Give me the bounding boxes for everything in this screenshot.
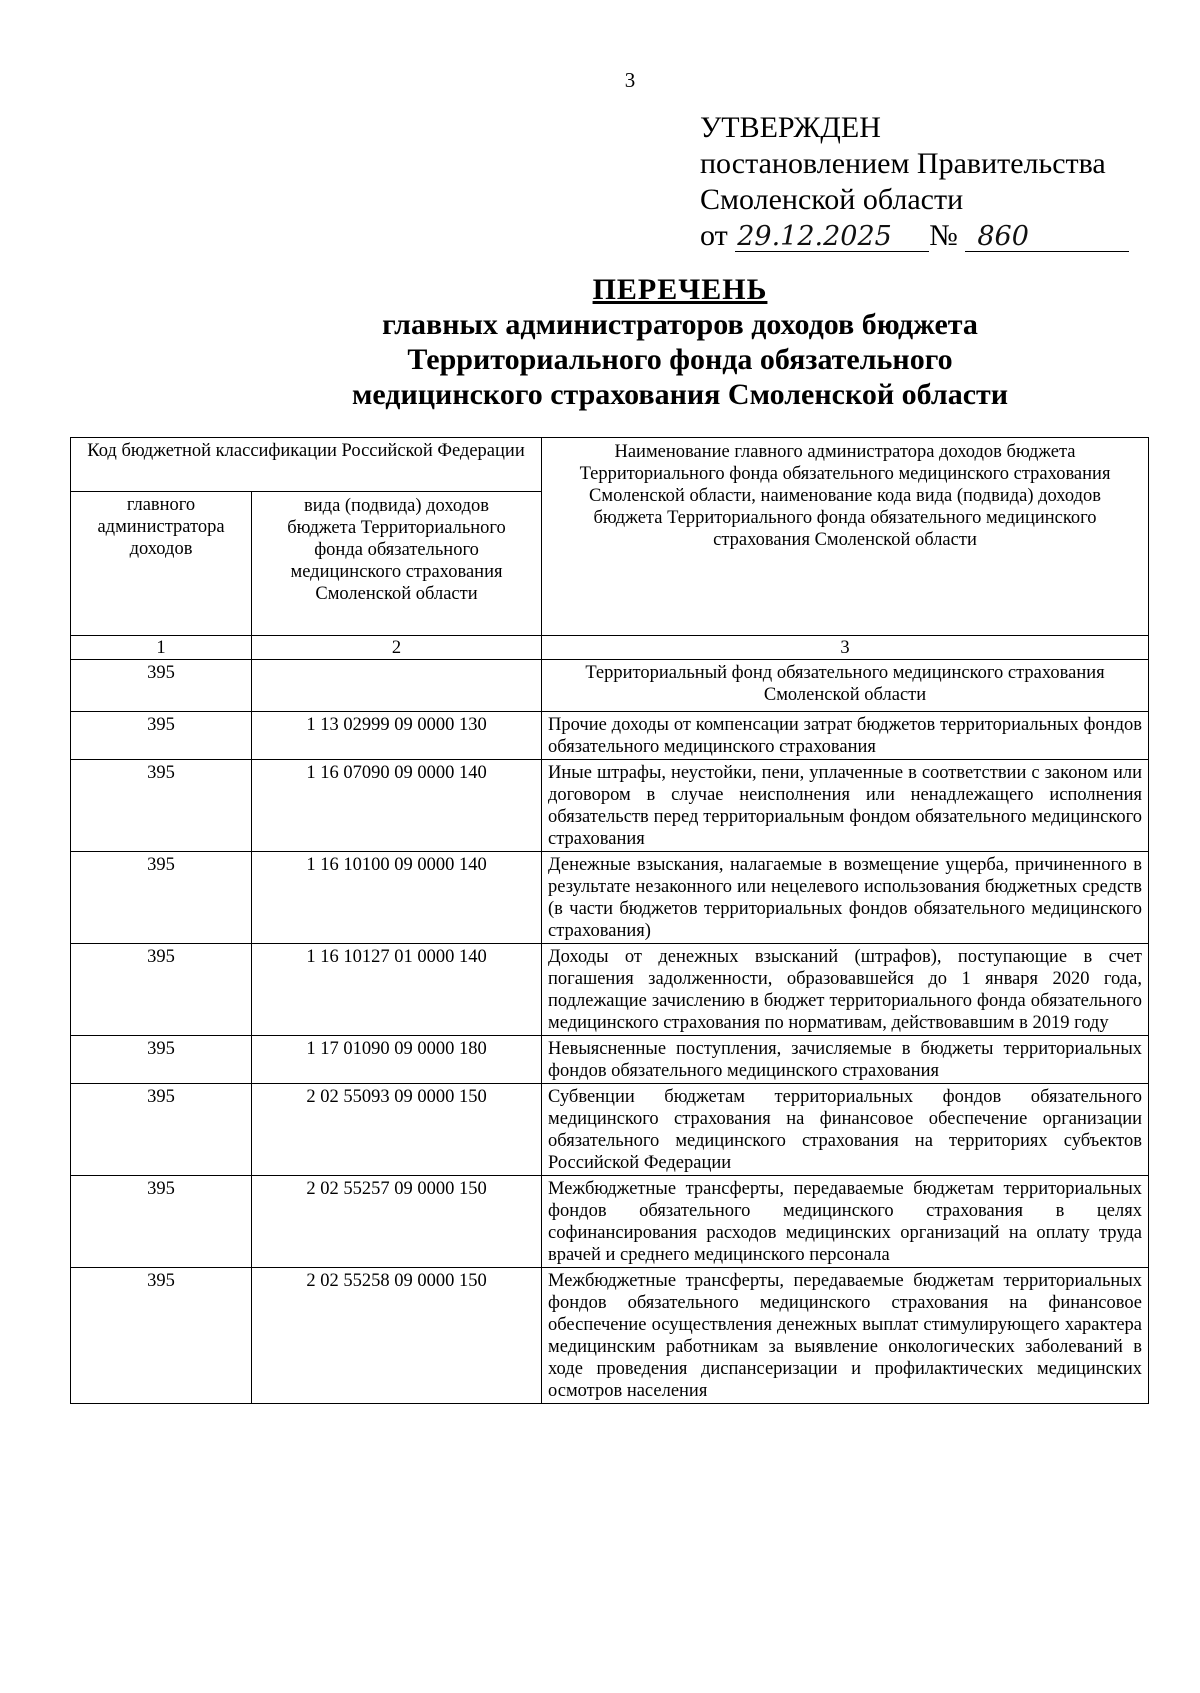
- income-name-cell: Доходы от денежных взысканий (штрафов), поступающие в счет погашения задолженности, образовавшейся до 1 января 2020 года, подлежащие зачислению в бюджет территориального фонда обязательного медицинского страхования по нормативам, действовавшим в 2019 году: [542, 944, 1149, 1036]
- title-line-2: главных администраторов доходов бюджета: [382, 308, 978, 341]
- column-number: 2: [252, 636, 542, 660]
- approval-number-field: [965, 222, 1129, 252]
- admin-code-cell: 395: [71, 712, 252, 760]
- administrators-table: [70, 437, 1149, 1404]
- admin-code-cell: 395: [71, 760, 252, 852]
- income-code-cell: 1 17 01090 09 0000 180: [252, 1036, 542, 1084]
- approval-stamp: [700, 110, 1129, 254]
- income-code-cell: 1 16 10100 09 0000 140: [252, 852, 542, 944]
- from-label: от: [700, 219, 728, 252]
- income-code-cell: 1 13 02999 09 0000 130: [252, 712, 542, 760]
- table-row: [71, 660, 1149, 712]
- table-row: [71, 1036, 1149, 1084]
- handwritten-number: 860: [977, 221, 1029, 252]
- admin-code-cell: 395: [71, 1268, 252, 1404]
- table-row: [71, 1176, 1149, 1268]
- table-row: [71, 712, 1149, 760]
- table-row: [71, 944, 1149, 1036]
- handwritten-date: 29.12.2025: [737, 221, 892, 252]
- table-row: [71, 1084, 1149, 1176]
- admin-code-cell: 395: [71, 660, 252, 712]
- income-name-cell: Межбюджетные трансферты, передаваемые бюджетам территориальных фондов обязательного медицинского страхования на финансовое обеспечение осуществления денежных выплат стимулирующего характера медицинским работникам за выявление онкологических заболеваний в ходе проведения диспансеризации и профилактических медицинских осмотров населения: [542, 1268, 1149, 1404]
- column-number-row: [71, 636, 1149, 660]
- income-code-cell: [252, 660, 542, 712]
- table-header-row: [71, 438, 1149, 492]
- approval-heading: УТВЕРЖДЕН: [700, 111, 881, 144]
- title-line-4: медицинского страхования Смоленской области: [351, 378, 1009, 411]
- income-name-cell: Межбюджетные трансферты, передаваемые бюджетам территориальных фондов обязательного медицинского страхования в целях софинансирования расходов медицинских организаций на оплату труда врачей и среднего медицинского персонала: [542, 1176, 1149, 1268]
- document-title: [260, 272, 1100, 412]
- income-name-cell: Субвенции бюджетам территориальных фондов обязательного медицинского страхования на финансовое обеспечение организации обязательного медицинского страхования на территориях субъектов Российской Федерации: [542, 1084, 1149, 1176]
- admin-code-cell: 395: [71, 1084, 252, 1176]
- income-code-cell: 2 02 55093 09 0000 150: [252, 1084, 542, 1176]
- admin-code-cell: 395: [71, 852, 252, 944]
- title-heading: ПЕРЕЧЕНЬ: [592, 273, 768, 306]
- income-code-cell: 2 02 55257 09 0000 150: [252, 1176, 542, 1268]
- income-name-cell: Невыясненные поступления, зачисляемые в бюджеты территориальных фондов обязательного медицинского страхования: [542, 1036, 1149, 1084]
- title-line-3: Территориального фонда обязательного: [407, 343, 953, 376]
- income-name-cell: Территориальный фонд обязательного медицинского страхования Смоленской области: [542, 660, 1149, 712]
- page-number: 3: [624, 68, 636, 92]
- admin-code-cell: 395: [71, 1176, 252, 1268]
- header-name-column: Наименование главного администратора доходов бюджета Территориального фонда обязательного медицинского страхования Смоленской области, наименование кода вида (подвида) доходов бюджета Территориального фонда обязательного медицинского страхования Смоленской области: [542, 438, 1149, 636]
- income-name-cell: Иные штрафы, неустойки, пени, уплаченные в соответствии с законом или договором в случае неисполнения или ненадлежащего исполнения обязательств перед территориальным фондом обязательного медицинского страхования: [542, 760, 1149, 852]
- approval-decree: постановлением Правительства: [700, 147, 1106, 180]
- table-row: [71, 760, 1149, 852]
- column-number: 1: [71, 636, 252, 660]
- column-number: 3: [542, 636, 1149, 660]
- header-code-column: вида (подвида) доходов бюджета Территориального фонда обязательного медицинского страхования Смоленской области: [252, 492, 542, 636]
- number-label: №: [929, 219, 958, 252]
- income-code-cell: 1 16 10127 01 0000 140: [252, 944, 542, 1036]
- income-name-cell: Прочие доходы от компенсации затрат бюджетов территориальных фондов обязательного медицинского страхования: [542, 712, 1149, 760]
- approval-date-field: [735, 222, 929, 252]
- table-row: [71, 1268, 1149, 1404]
- admin-code-cell: 395: [71, 1036, 252, 1084]
- admin-code-cell: 395: [71, 944, 252, 1036]
- header-admin-column: главного администратора доходов: [71, 492, 252, 636]
- income-code-cell: 1 16 07090 09 0000 140: [252, 760, 542, 852]
- approval-date-number: [700, 218, 1129, 254]
- income-name-cell: Денежные взыскания, налагаемые в возмещение ущерба, причиненного в результате незаконного или нецелевого использования бюджетных средств (в части бюджетов территориальных фондов обязательного медицинского страхования): [542, 852, 1149, 944]
- income-code-cell: 2 02 55258 09 0000 150: [252, 1268, 542, 1404]
- approval-region: Смоленской области: [700, 183, 964, 216]
- table-row: [71, 852, 1149, 944]
- header-code-group: Код бюджетной классификации Российской Федерации: [71, 438, 542, 492]
